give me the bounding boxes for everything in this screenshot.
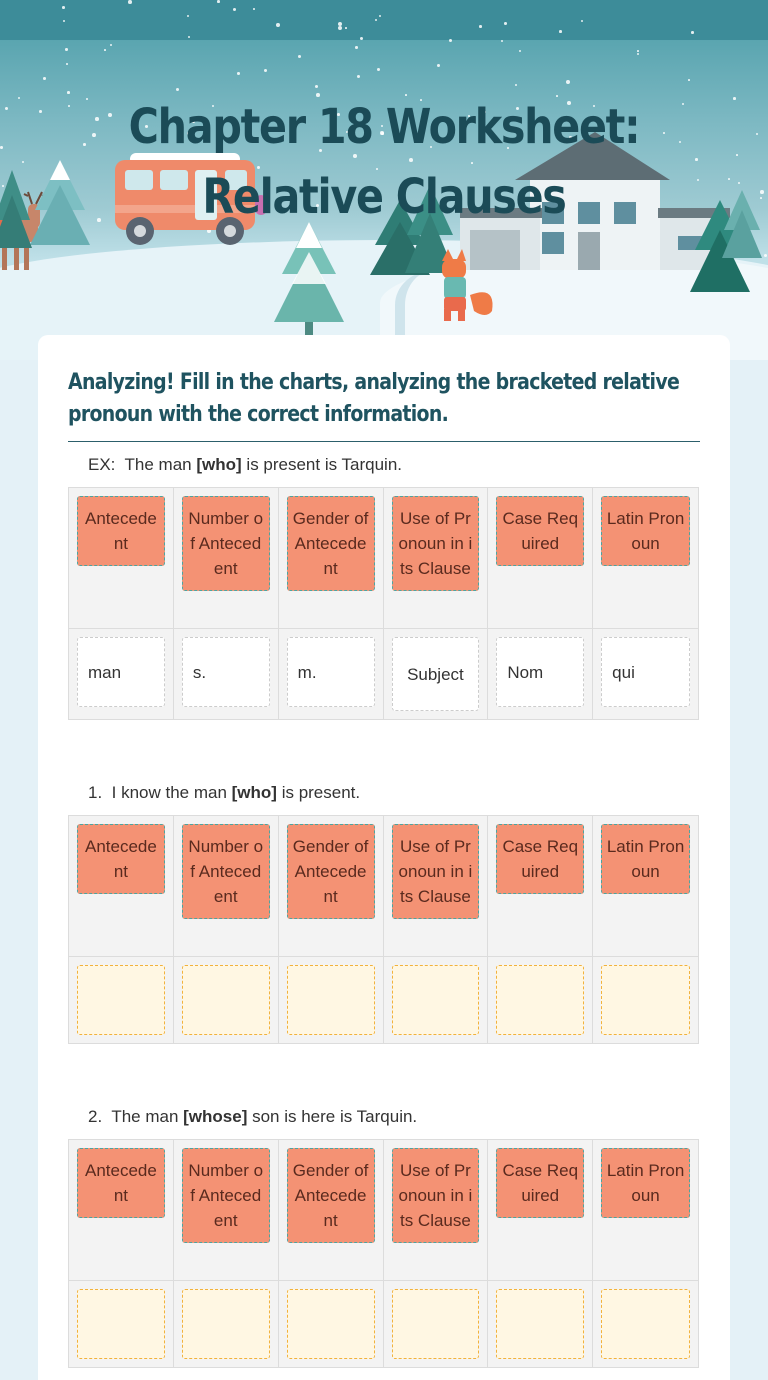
header-cell <box>279 816 384 957</box>
answer-input-antecedent[interactable] <box>77 1289 165 1359</box>
header-cell <box>384 1140 489 1281</box>
snowflake <box>637 50 639 52</box>
header-cell <box>488 1140 593 1281</box>
answer-cell <box>384 629 489 719</box>
column-header-use: Use of Pronoun in its Clause <box>392 496 480 591</box>
column-header-number: Number of Antecedent <box>182 824 270 919</box>
column-header-case: Case Required <box>496 1148 584 1218</box>
answer-cell <box>384 1281 489 1367</box>
answer-input-number[interactable] <box>182 1289 270 1359</box>
answer-latin: qui <box>601 637 690 707</box>
snowflake <box>637 53 639 55</box>
snowflake <box>217 0 220 3</box>
answer-number: s. <box>182 637 270 707</box>
column-header-antecedent: Antecedent <box>77 824 165 894</box>
snowflake <box>22 161 24 163</box>
snowflake <box>691 31 694 34</box>
answer-cell <box>69 957 174 1043</box>
snowflake <box>357 75 360 78</box>
header-cell <box>69 1140 174 1281</box>
sentence-prefix: 1. I know the man <box>88 783 232 802</box>
column-header-number: Number of Antecedent <box>182 1148 270 1243</box>
header-cell <box>174 1140 279 1281</box>
snowflake <box>504 22 507 25</box>
snowflake <box>355 46 358 49</box>
instructions-divider <box>68 441 700 442</box>
snowflake <box>449 39 452 42</box>
sentence-prefix: EX: The man <box>88 455 197 474</box>
snowflake <box>338 22 342 26</box>
answer-cell <box>593 629 698 719</box>
snowflake <box>738 182 740 184</box>
answer-input-latin[interactable] <box>601 965 690 1035</box>
snowflake <box>176 88 179 91</box>
snowflake <box>68 105 70 107</box>
snowflake <box>338 26 342 30</box>
column-header-antecedent: Antecedent <box>77 496 165 566</box>
header-banner <box>0 0 768 360</box>
header-cell <box>593 1140 698 1281</box>
answer-input-use[interactable] <box>392 1289 480 1359</box>
snowflake <box>345 27 347 29</box>
sentence-suffix: son is here is Tarquin. <box>247 1107 418 1126</box>
snowflake <box>566 80 570 84</box>
question-1-sentence <box>88 783 360 803</box>
snowflake <box>43 77 46 80</box>
answer-use: Subject <box>392 637 480 711</box>
answer-cell <box>279 957 384 1043</box>
snowflake <box>63 20 65 22</box>
answer-cell <box>69 629 174 719</box>
snowflake <box>298 55 301 58</box>
example-sentence <box>88 455 402 475</box>
header-cell <box>384 816 489 957</box>
column-header-number: Number of Antecedent <box>182 496 270 591</box>
column-header-case: Case Required <box>496 824 584 894</box>
snowflake <box>5 107 8 110</box>
header-cell <box>69 488 174 629</box>
answer-input-use[interactable] <box>392 965 480 1035</box>
header-top-band <box>0 0 768 40</box>
sentence-suffix: is present is Tarquin. <box>241 455 403 474</box>
snowflake <box>688 79 690 81</box>
instructions-heading: Analyzing! Fill in the charts, analyzing the bracketed relative pronoun with the correct information. <box>68 370 680 427</box>
snowflake <box>264 69 267 72</box>
question-1-chart <box>68 815 699 1044</box>
answer-cell <box>174 1281 279 1367</box>
answer-cell <box>279 1281 384 1367</box>
answer-cell <box>174 957 279 1043</box>
header-cell <box>174 488 279 629</box>
header-cell <box>488 488 593 629</box>
header-cell <box>174 816 279 957</box>
question-2-chart <box>68 1139 699 1368</box>
bracketed-pronoun: [who] <box>231 783 277 802</box>
answer-cell <box>279 629 384 719</box>
snowflake <box>479 25 482 28</box>
pine-tree-icon <box>0 170 32 250</box>
column-header-latin: Latin Pronoun <box>601 496 690 566</box>
example-chart <box>68 487 699 720</box>
snowflake <box>39 110 42 113</box>
snowflake <box>501 40 503 42</box>
snowy-pine-tree-icon <box>272 222 346 337</box>
snowflake <box>0 146 3 149</box>
answer-case: Nom <box>496 637 584 707</box>
bracketed-pronoun: [who] <box>196 455 242 474</box>
snowflake <box>515 84 517 86</box>
answer-gender: m. <box>287 637 375 707</box>
answer-input-case[interactable] <box>496 965 584 1035</box>
snowflake <box>733 97 736 100</box>
sentence-suffix: is present. <box>276 783 361 802</box>
column-header-antecedent: Antecedent <box>77 1148 165 1218</box>
snowflake <box>66 63 68 65</box>
snowflake <box>315 85 318 88</box>
header-cell <box>593 816 698 957</box>
snowflake <box>104 49 106 51</box>
header-cell <box>488 816 593 957</box>
answer-cell <box>593 957 698 1043</box>
header-cell <box>279 1140 384 1281</box>
answer-input-number[interactable] <box>182 965 270 1035</box>
column-header-gender: Gender of Antecedent <box>287 824 375 919</box>
column-header-use: Use of Pronoun in its Clause <box>392 824 480 919</box>
column-header-latin: Latin Pronoun <box>601 824 690 894</box>
answer-input-case[interactable] <box>496 1289 584 1359</box>
answer-cell <box>69 1281 174 1367</box>
worksheet-card <box>38 335 730 1380</box>
snowflake <box>62 6 65 9</box>
answer-cell <box>384 957 489 1043</box>
sentence-prefix: 2. The man <box>88 1107 184 1126</box>
snowflake <box>276 23 280 27</box>
column-header-use: Use of Pronoun in its Clause <box>392 1148 480 1243</box>
header-cell <box>279 488 384 629</box>
answer-cell <box>488 957 593 1043</box>
snowflake <box>253 8 255 10</box>
column-header-case: Case Required <box>496 496 584 566</box>
snowflake <box>233 8 236 11</box>
answer-cell <box>174 629 279 719</box>
snowflake <box>519 50 521 52</box>
snowflake <box>377 68 380 71</box>
fox-icon <box>430 245 500 325</box>
header-cell <box>593 488 698 629</box>
snowflake <box>756 133 758 135</box>
question-2-sentence <box>88 1107 417 1127</box>
snowflake <box>128 0 132 4</box>
header-cell <box>69 816 174 957</box>
answer-antecedent: man <box>77 637 165 707</box>
column-header-latin: Latin Pronoun <box>601 1148 690 1218</box>
snowflake <box>736 154 738 156</box>
answer-cell <box>593 1281 698 1367</box>
snowflake <box>67 91 70 94</box>
snowflake <box>764 254 767 257</box>
answer-input-gender[interactable] <box>287 965 375 1035</box>
header-cell <box>384 488 489 629</box>
answer-cell <box>488 629 593 719</box>
column-header-gender: Gender of Antecedent <box>287 496 375 591</box>
snowflake <box>18 97 20 99</box>
column-header-gender: Gender of Antecedent <box>287 1148 375 1243</box>
pine-tree-icon <box>722 190 762 260</box>
snowflake <box>110 44 112 46</box>
answer-input-gender[interactable] <box>287 1289 375 1359</box>
snowflake <box>559 30 562 33</box>
answer-input-antecedent[interactable] <box>77 965 165 1035</box>
answer-input-latin[interactable] <box>601 1289 690 1359</box>
page-title: Chapter 18 Worksheet: Relative Clauses <box>128 99 640 225</box>
snowflake <box>237 72 240 75</box>
snowflake <box>437 64 440 67</box>
bracketed-pronoun: [whose] <box>183 1107 248 1126</box>
snowflake <box>65 48 68 51</box>
answer-cell <box>488 1281 593 1367</box>
